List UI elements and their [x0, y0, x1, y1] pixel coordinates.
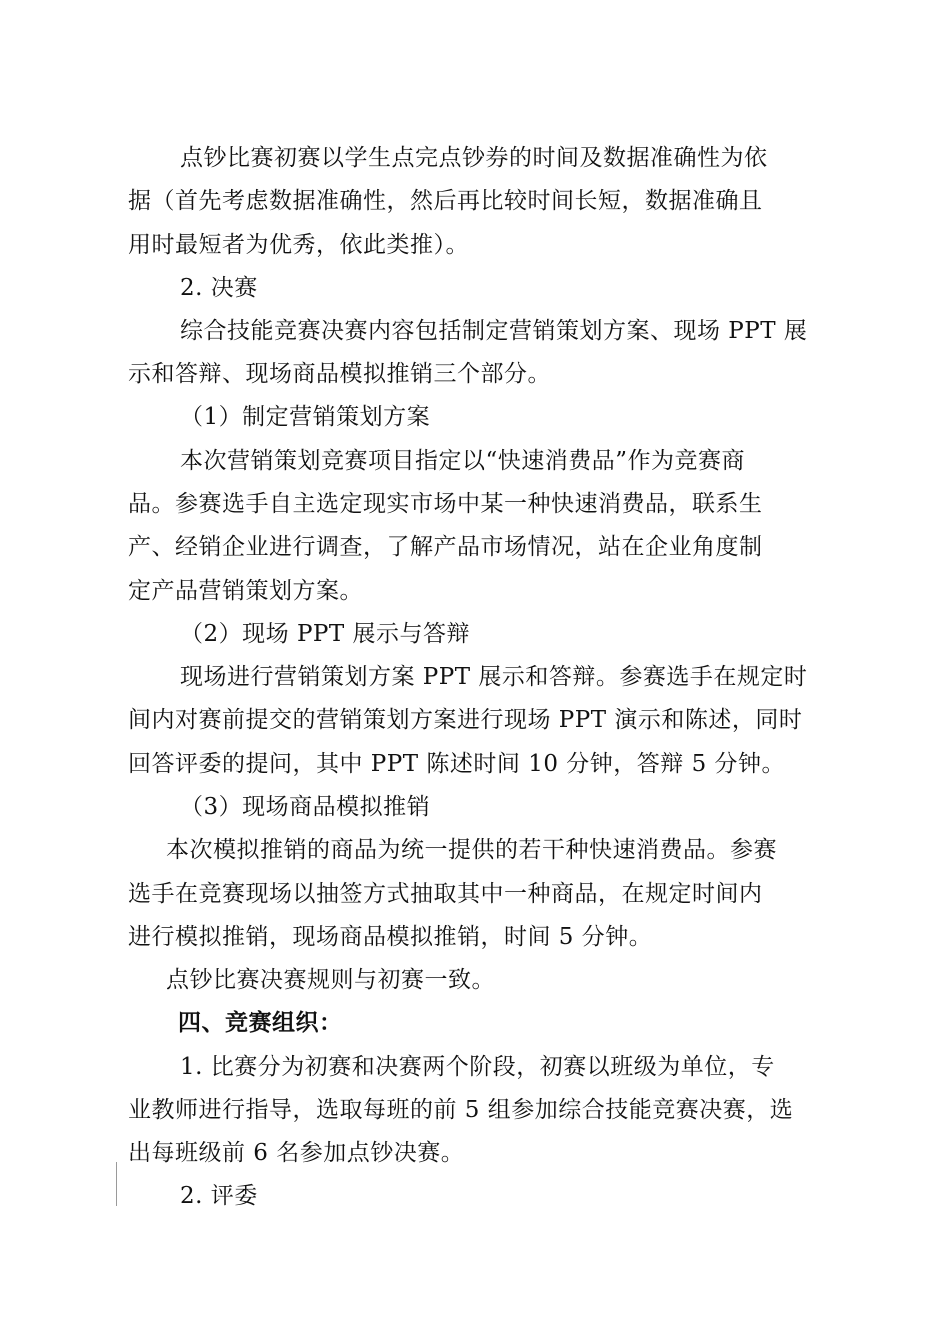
paragraph-7-line-3: 出每班级前 6 名参加点钞决赛。 — [128, 1140, 465, 1166]
paragraph-3-line-4: 定产品营销策划方案。 — [128, 578, 363, 604]
subheading-3: （3）现场商品模拟推销 — [180, 794, 431, 820]
heading-judges: 2. 评委 — [180, 1183, 258, 1209]
paragraph-5-line-3: 进行模拟推销，现场商品模拟推销，时间 5 分钟。 — [128, 924, 653, 950]
paragraph-6: 点钞比赛决赛规则与初赛一致。 — [166, 967, 495, 993]
paragraph-4-line-2: 间内对赛前提交的营销策划方案进行现场 PPT 演示和陈述，同时 — [128, 707, 803, 733]
paragraph-2-line-2: 示和答辩、现场商品模拟推销三个部分。 — [128, 361, 551, 387]
paragraph-2-line-1: 综合技能竞赛决赛内容包括制定营销策划方案、现场 PPT 展 — [180, 318, 808, 344]
paragraph-1-line-2: 据（首先考虑数据准确性，然后再比较时间长短，数据准确且 — [128, 188, 763, 214]
paragraph-7-line-2: 业教师进行指导，选取每班的前 5 组参加综合技能竞赛决赛，选 — [128, 1097, 794, 1123]
paragraph-7-line-1: 1. 比赛分为初赛和决赛两个阶段，初赛以班级为单位，专 — [180, 1054, 775, 1080]
paragraph-4-line-1: 现场进行营销策划方案 PPT 展示和答辩。参赛选手在规定时 — [180, 664, 808, 690]
paragraph-5-line-2: 选手在竞赛现场以抽签方式抽取其中一种商品，在规定时间内 — [128, 881, 763, 907]
paragraph-3-line-3: 产、经销企业进行调查，了解产品市场情况，站在企业角度制 — [128, 534, 763, 560]
paragraph-3-line-1: 本次营销策划竞赛项目指定以“快速消费品”作为竞赛商 — [180, 448, 746, 474]
paragraph-1-line-1: 点钞比赛初赛以学生点完点钞券的时间及数据准确性为依 — [180, 145, 768, 171]
margin-rule — [116, 1162, 117, 1206]
paragraph-5-line-1: 本次模拟推销的商品为统一提供的若干种快速消费品。参赛 — [166, 837, 777, 863]
subheading-1: （1）制定营销策划方案 — [180, 404, 431, 430]
heading-final-round: 2. 决赛 — [180, 275, 258, 301]
paragraph-1-line-3: 用时最短者为优秀，依此类推）。 — [128, 232, 469, 258]
paragraph-3-line-2: 品。参赛选手自主选定现实市场中某一种快速消费品，联系生 — [128, 491, 763, 517]
section-4-heading: 四、竞赛组织： — [178, 1009, 343, 1036]
subheading-2: （2）现场 PPT 展示与答辩 — [180, 621, 471, 647]
paragraph-4-line-3: 回答评委的提问，其中 PPT 陈述时间 10 分钟，答辩 5 分钟。 — [128, 751, 786, 777]
